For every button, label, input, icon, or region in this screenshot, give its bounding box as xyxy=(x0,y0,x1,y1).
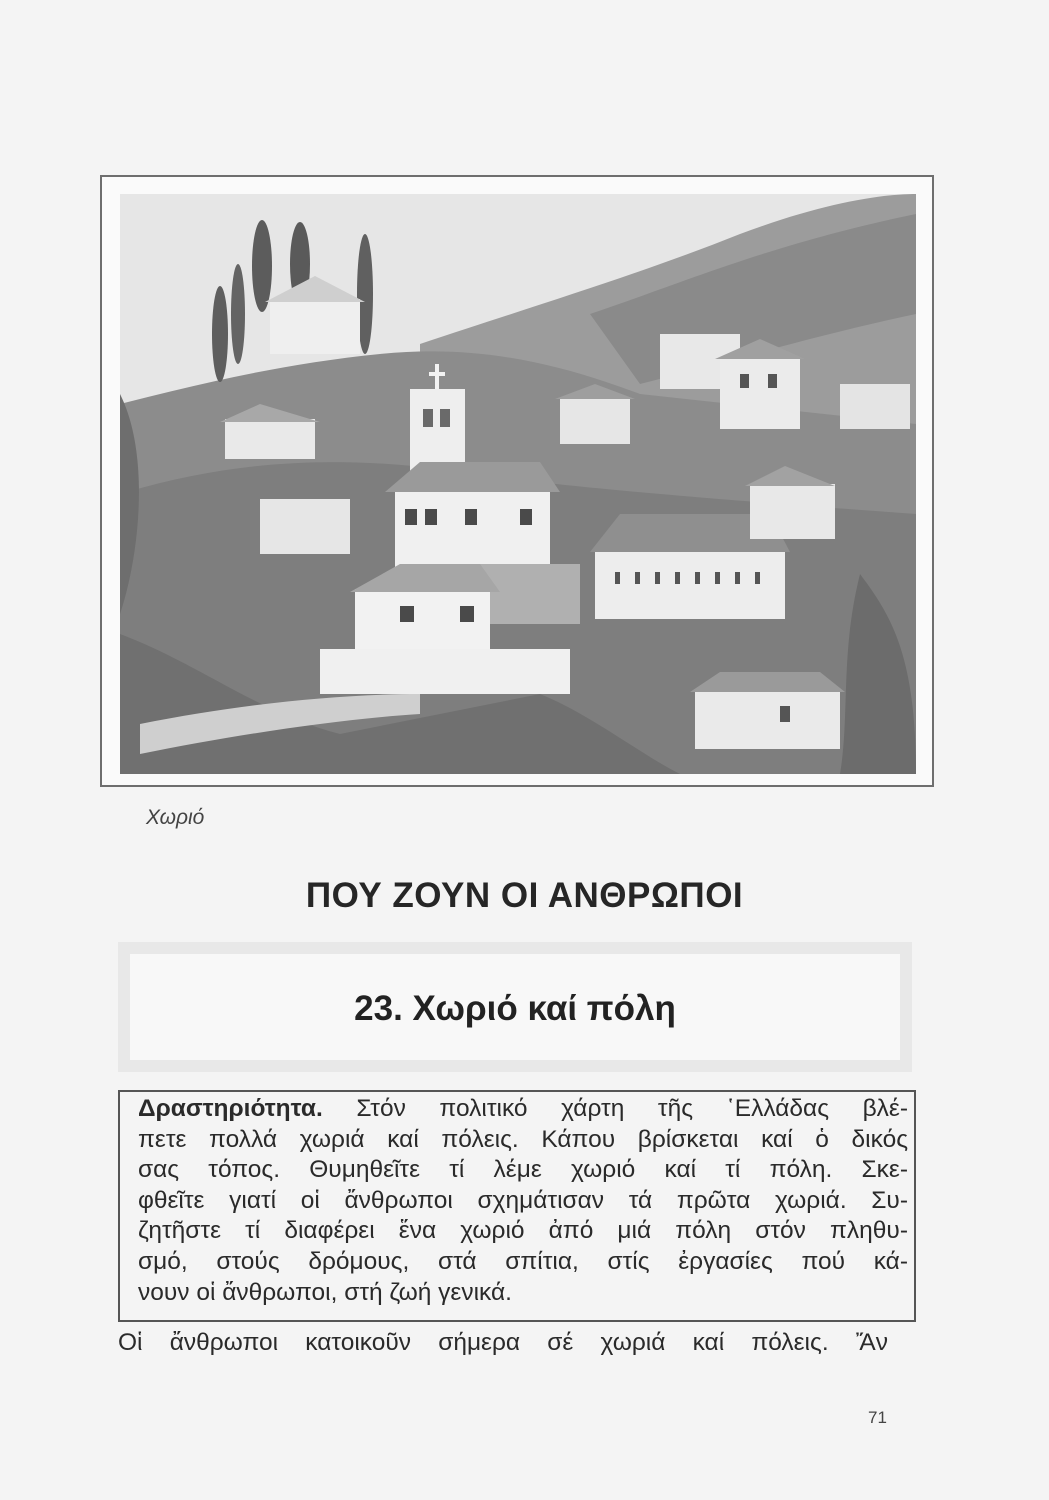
lesson-title: 23. Χωριό καί πόλη xyxy=(354,989,676,1028)
activity-line: σμό, στούς δρόμους, στά σπίτια, στίς ἐργασίες πού κά- xyxy=(138,1247,908,1275)
activity-line: πετε πολλά χωριά καί πόλεις. Κάπου βρίσκεται καί ὁ δικός xyxy=(138,1125,908,1153)
activity-line: φθεῖτε γιατί οἱ ἄνθρωποι σχημάτισαν τά πρῶτα χωριά. Συ- xyxy=(138,1186,908,1214)
lesson-header-box xyxy=(118,942,912,1072)
illustration-frame xyxy=(100,175,934,787)
page-number: 71 xyxy=(868,1408,887,1427)
activity-line: σας τόπος. Θυμηθεῖτε τί λέμε χωριό καί τί πόλη. Σκε- xyxy=(138,1156,908,1184)
activity-line xyxy=(138,1094,908,1125)
illustration-caption: Χωριό xyxy=(146,806,205,829)
activity-line: ζητῆστε τί διαφέρει ἕνα χωριό ἀπό μιά πόλη στόν πληθυ- xyxy=(138,1217,908,1245)
activity-paragraph xyxy=(138,1094,908,1308)
activity-box xyxy=(118,1090,916,1322)
activity-label: Δραστηριότητα. xyxy=(138,1095,323,1122)
village-painting xyxy=(120,194,916,774)
activity-line-text: Στόν πολιτικό χάρτη τῆς ῾Ελλάδας βλέ- xyxy=(322,1095,908,1122)
chapter-title: ΠΟΥ ΖΟΥΝ ΟΙ ΑΝΘΡΩΠΟΙ xyxy=(305,876,744,915)
body-paragraph: Οἱ ἄνθρωποι κατοικοῦν σήμερα σέ χωριά καί πόλεις. Ἄν xyxy=(118,1329,888,1356)
lesson-header-inner xyxy=(130,954,900,1060)
activity-line: νουν οἱ ἄνθρωποι, στή ζωή γενικά. xyxy=(138,1278,512,1306)
